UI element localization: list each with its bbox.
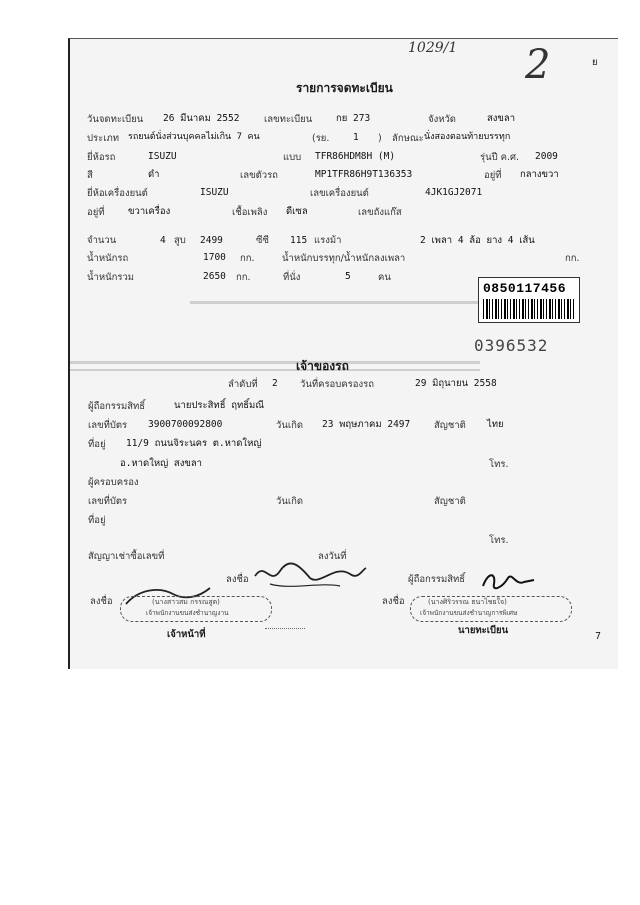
serial-number: 0396532 xyxy=(474,336,549,355)
reg-date-value: 26 มีนาคม 2552 xyxy=(163,113,240,124)
officer-name: (นางสาวสม กรรณสูต) xyxy=(152,598,220,606)
holder-label: ผู้ครอบครอง xyxy=(88,477,139,488)
holder-birth-label: วันเกิด xyxy=(276,496,303,507)
engine-brand-value: ISUZU xyxy=(200,187,229,198)
registrar-position: เจ้าพนักงานขนส่งชำนาญการพิเศษ xyxy=(420,609,518,617)
owner-section-title: เจ้าของรถ xyxy=(296,359,349,373)
brand-value: ISUZU xyxy=(148,151,177,162)
birth-label: วันเกิด xyxy=(276,420,303,431)
gas-tank-label: เลขถังแก๊ส xyxy=(358,207,402,218)
scan-streak xyxy=(70,361,480,364)
sign-left-label: ลงชื่อ xyxy=(90,596,113,607)
location2-value: ขวาเครื่อง xyxy=(128,206,171,217)
barcode-bars xyxy=(483,299,575,319)
rya-label: (รย. xyxy=(312,133,330,144)
corner-mark: 7 xyxy=(595,631,602,642)
hire-purchase-label: สัญญาเช่าซื้อเลขที่ xyxy=(88,551,165,562)
style-label: ลักษณะ xyxy=(392,133,424,144)
model-year-label: รุ่นปี ค.ศ. xyxy=(480,152,520,163)
rya-value: 1 xyxy=(353,132,359,143)
owner-label: ผู้ถือกรรมสิทธิ์ xyxy=(88,401,146,412)
cylinders-unit: สูบ xyxy=(174,235,186,246)
officer-title: เจ้าหน้าที่ xyxy=(167,629,206,640)
holder-id-label: เลขที่บัตร xyxy=(88,496,128,507)
color-value: ดำ xyxy=(148,169,160,180)
scan-streak xyxy=(70,369,480,371)
style-value: นั่งสองตอนท้ายบรรทุก xyxy=(424,132,511,142)
seats-label: ที่นั่ง xyxy=(283,272,301,283)
sign-right-label: ลงชื่อ xyxy=(382,596,405,607)
cylinders-value: 4 xyxy=(160,235,166,246)
possession-date-label: วันที่ครอบครองรถ xyxy=(300,379,374,390)
barcode-stamp xyxy=(478,277,580,323)
holder-phone-label: โทร. xyxy=(489,535,509,546)
engine-no-label: เลขเครื่องยนต์ xyxy=(310,188,369,199)
id-value: 3900700092800 xyxy=(148,419,223,430)
total-weight-label: น้ำหนักรวม xyxy=(87,272,135,283)
plate-label: เลขทะเบียน xyxy=(264,114,313,125)
seats-unit: คน xyxy=(378,272,391,283)
officer-position: เจ้าพนักงานขนส่งชำนาญงาน xyxy=(146,609,229,617)
birth-value: 23 พฤษภาคม 2497 xyxy=(322,419,411,430)
brand-label: ยี่ห้อรถ xyxy=(87,152,116,163)
type-value: รถยนต์นั่งส่วนบุคคลไม่เกิน 7 คน xyxy=(128,132,260,142)
model-year-value: 2009 xyxy=(535,151,558,162)
location1-value: กลางขวา xyxy=(520,169,559,180)
hp-value: 115 xyxy=(290,235,308,246)
location1-label: อยู่ที่ xyxy=(484,170,502,181)
cc-value: 2499 xyxy=(200,235,223,246)
engine-brand-label: ยี่ห้อเครื่องยนต์ xyxy=(87,188,148,199)
possession-date-value: 29 มิถุนายน 2558 xyxy=(415,378,497,389)
nationality-label: สัญชาติ xyxy=(434,420,466,431)
plate-value: กย 273 xyxy=(336,113,371,124)
model-value: TFR86HDM8H (M) xyxy=(315,151,396,162)
handwritten-signature-center xyxy=(240,556,370,596)
cc-unit: ซีซี xyxy=(256,235,269,246)
rya-close: ) xyxy=(378,133,382,144)
address-line1: 11/9 ถนนจิระนคร ต.หาดใหญ่ xyxy=(126,438,262,449)
model-label: แบบ xyxy=(283,152,302,163)
fuel-label: เชื้อเพลิง xyxy=(232,207,268,218)
page-title: รายการจดทะเบียน xyxy=(296,81,393,95)
weight-label: น้ำหนักรถ xyxy=(87,253,129,264)
address-line2: อ.หาดใหญ่ สงขลา xyxy=(120,458,202,469)
axle-wheel-tire: 2 เพลา 4 ล้อ ยาง 4 เส้น xyxy=(420,235,535,246)
barcode-number: 0850117456 xyxy=(483,281,567,296)
count-label: จำนวน xyxy=(87,235,117,246)
handwritten-number: 2 xyxy=(525,42,551,88)
weight-value: 1700 xyxy=(203,252,226,263)
page-mark: ย xyxy=(592,57,598,68)
dotted-line xyxy=(265,628,305,629)
engine-no-value: 4JK1GJ2071 xyxy=(425,187,483,198)
type-label: ประเภท xyxy=(87,133,120,144)
location2-label: อยู่ที่ xyxy=(87,207,105,218)
owner-sign-label: ผู้ถือกรรมสิทธิ์ xyxy=(408,574,466,585)
signed-date-label: ลงวันที่ xyxy=(318,551,347,562)
load-label: น้ำหนักบรรทุก/น้ำหนักลงเพลา xyxy=(282,253,406,264)
hp-unit: แรงม้า xyxy=(314,235,342,246)
holder-nationality-label: สัญชาติ xyxy=(434,496,466,507)
total-weight-value: 2650 xyxy=(203,271,226,282)
total-weight-unit: กก. xyxy=(236,272,251,283)
holder-address-label: ที่อยู่ xyxy=(88,515,106,526)
registrar-title: นายทะเบียน xyxy=(458,625,509,636)
weight-unit: กก. xyxy=(240,253,255,264)
scan-streak xyxy=(190,301,490,304)
order-value: 2 xyxy=(272,378,278,389)
handwritten-signature-owner xyxy=(478,568,538,594)
registrar-name: (นางศิริวรรณ ธนาไชยใจ) xyxy=(428,598,507,606)
phone-label: โทร. xyxy=(489,459,509,470)
province-value: สงขลา xyxy=(487,113,516,124)
id-label: เลขที่บัตร xyxy=(88,420,128,431)
nationality-value: ไทย xyxy=(487,419,504,430)
sign-label-center: ลงชื่อ xyxy=(226,574,249,585)
color-label: สี xyxy=(87,170,93,181)
order-label: ลำดับที่ xyxy=(228,379,258,390)
chassis-label: เลขตัวรถ xyxy=(240,170,278,181)
owner-value: นายประสิทธิ์ ฤทธิ์มณี xyxy=(174,400,265,411)
seats-value: 5 xyxy=(345,271,351,282)
fuel-value: ดีเซล xyxy=(286,206,308,217)
load-unit: กก. xyxy=(565,253,580,264)
chassis-value: MP1TFR86H9T136353 xyxy=(315,169,413,180)
handwritten-reference: 1029/1 xyxy=(408,40,458,56)
address-label: ที่อยู่ xyxy=(88,439,106,450)
reg-date-label: วันจดทะเบียน xyxy=(87,114,144,125)
province-label: จังหวัด xyxy=(428,114,456,125)
